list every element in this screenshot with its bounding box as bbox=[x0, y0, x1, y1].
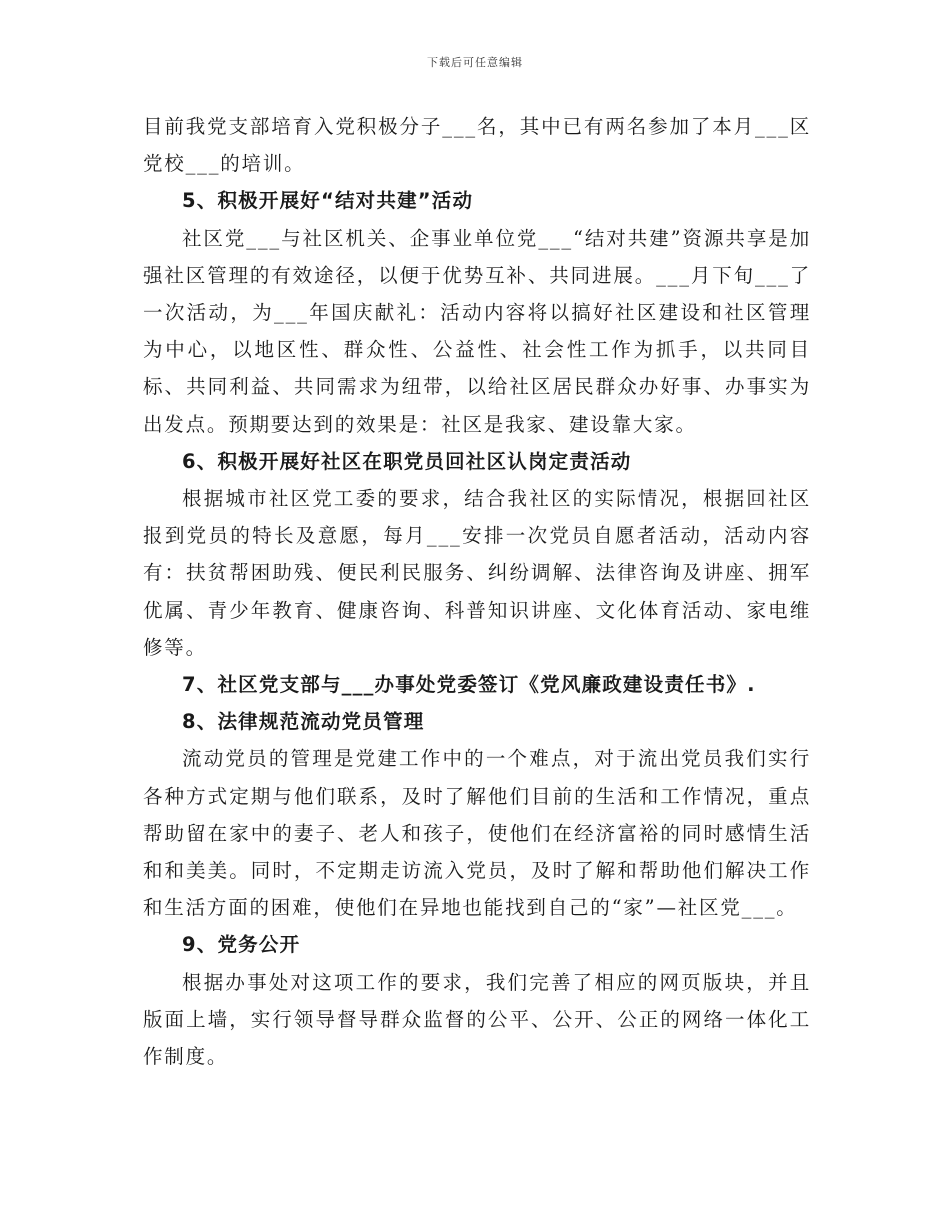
section-heading-8: 8、法律规范流动党员管理 bbox=[182, 710, 425, 734]
paragraph-6: 根据城市社区党工委的要求，结合我社区的实际情况，根据回社区报到党员的特长及意愿，每月___安排一次党员自愿者活动，活动内容有：扶贫帮困助残、便民利民服务、纠纷调解、法律咨询及讲座、拥军优属、青少年教育、健康咨询、科普知识讲座、文化体育活动、家电维修等。 bbox=[143, 487, 811, 659]
document-body bbox=[143, 108, 811, 1075]
paragraph-8: 流动党员的管理是党建工作中的一个难点，对于流出党员我们实行各种方式定期与他们联系，及时了解他们目前的生活和工作情况，重点帮助留在家中的妻子、老人和孩子，使他们在经济富裕的同时感情生活和和美美。同时，不定期走访流入党员，及时了解和帮助他们解决工作和生活方面的困难，使他们在异地也能找到自己的“家”—社区党___。 bbox=[143, 747, 811, 920]
paragraph-5: 社区党___与社区机关、企事业单位党___“结对共建”资源共享是加强社区管理的有效途径，以便于优势互补、共同进展。___月下旬___了一次活动，为___年国庆献礼：活动内容将以搞好社区建设和社区管理为中心，以地区性、群众性、公益性、社会性工作为抓手，以共同目标、共同利益、共同需求为纽带，以给社区居民群众办好事、办事实为出发点。预期要达到的效果是：社区是我家、建设靠大家。 bbox=[143, 226, 811, 436]
section-heading-7: 7、社区党支部与___办事处党委签订《党风廉政建设责任书》. bbox=[182, 673, 756, 697]
section-heading-6: 6、积极开展好社区在职党员回社区认岗定责活动 bbox=[182, 449, 632, 473]
paragraph-continued: 目前我党支部培育入党积极分子___名，其中已有两名参加了本月___区党校___的培训。 bbox=[143, 115, 811, 176]
section-heading-5: 5、积极开展好“结对共建”活动 bbox=[182, 189, 474, 213]
section-heading-9: 9、党务公开 bbox=[182, 933, 301, 957]
paragraph-9: 根据办事处对这项工作的要求，我们完善了相应的网页版块，并且版面上墙，实行领导督导群众监督的公平、公开、公正的网络一体化工作制度。 bbox=[143, 970, 811, 1069]
page-header: 下载后可任意编辑 bbox=[427, 56, 523, 69]
